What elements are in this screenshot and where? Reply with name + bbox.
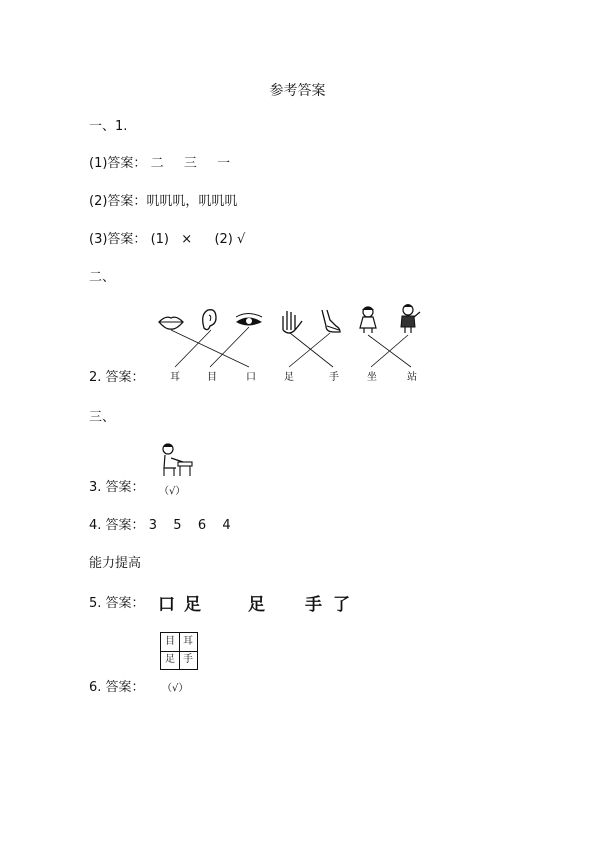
- q3-mark2: √: [237, 232, 246, 247]
- q1-answer-3: 一: [217, 156, 231, 171]
- q1-answer-1: 二: [150, 156, 164, 171]
- q1-label: (1)答案：: [89, 156, 147, 171]
- answer-6-grid: [160, 632, 198, 670]
- word-kou: 口: [246, 372, 256, 383]
- grid-cell-top-right: 耳: [183, 636, 193, 647]
- q3-mark1: ×: [181, 232, 193, 247]
- grid-cell-top-left: 目: [165, 636, 175, 647]
- line-lips-to-kou: [171, 330, 249, 367]
- q2-answer: 叽叽叽，叽叽叽: [146, 194, 238, 209]
- eye-icon: [236, 314, 262, 326]
- q3-part2: (2): [214, 232, 233, 247]
- lips-icon: [159, 317, 183, 329]
- q2-label: (2)答案：: [89, 194, 147, 209]
- q3-part1: (1): [150, 232, 169, 247]
- line-ear-to-er: [175, 330, 211, 367]
- line-girl-to-zuo: [368, 335, 411, 367]
- section-heading-1: 一、1.: [89, 119, 128, 134]
- q2-row: [89, 194, 237, 210]
- word-er: 耳: [170, 372, 180, 383]
- word-zhan: 站: [407, 372, 417, 383]
- word-shou: 手: [329, 372, 339, 383]
- answer-2-label: 2. 答案：: [89, 370, 145, 385]
- matching-figure: [150, 300, 440, 388]
- answer-4-value-1: 3: [148, 518, 157, 533]
- answer-3-label: 3. 答案：: [89, 480, 145, 495]
- answer-6-label: 6. 答案：: [89, 680, 145, 695]
- word-zu: 足: [284, 372, 294, 383]
- boy-standing-icon: [401, 304, 420, 333]
- child-at-desk-icon: [156, 440, 196, 480]
- q3-row: [89, 232, 245, 248]
- q3-label: (3)答案：: [89, 232, 147, 247]
- line-eye-to-mu: [210, 327, 249, 367]
- answer-4-value-2: 5: [173, 518, 182, 533]
- answer-6-mark: （√）: [162, 683, 189, 694]
- page-title: 参考答案: [269, 83, 326, 99]
- answer-4-row: [89, 518, 231, 534]
- answer-5-label: 5. 答案：: [89, 596, 145, 611]
- section-heading-3: 三、: [89, 410, 116, 425]
- foot-icon: [322, 310, 340, 332]
- answer-5-char-3: 足: [248, 595, 265, 615]
- word-zuo: 坐: [367, 372, 377, 383]
- answer-5-char-2: 足: [184, 595, 201, 615]
- answer-5-char-4: 手: [305, 595, 322, 615]
- section-heading-ability: 能力提高: [89, 556, 142, 571]
- ear-icon: [203, 310, 216, 330]
- answer-5-char-1: 口: [158, 595, 175, 615]
- answer-4-value-4: 4: [222, 518, 231, 533]
- answer-5-char-5: 了: [333, 595, 350, 615]
- hand-icon: [283, 311, 302, 333]
- section-heading-2: 二、: [89, 270, 116, 285]
- grid-cell-bottom-right: 手: [183, 654, 193, 665]
- line-hand-to-shou: [290, 333, 333, 367]
- answer-3-mark: （√）: [159, 486, 186, 497]
- word-mu: 目: [207, 372, 217, 383]
- girl-sitting-icon: [360, 307, 376, 334]
- answer-4-value-3: 6: [197, 518, 207, 533]
- grid-cell-bottom-left: 足: [165, 654, 175, 665]
- line-foot-to-zu: [289, 333, 330, 367]
- q1-row: [89, 156, 230, 172]
- q1-answer-2: 三: [183, 156, 197, 171]
- answer-4-label: 4. 答案：: [89, 518, 145, 533]
